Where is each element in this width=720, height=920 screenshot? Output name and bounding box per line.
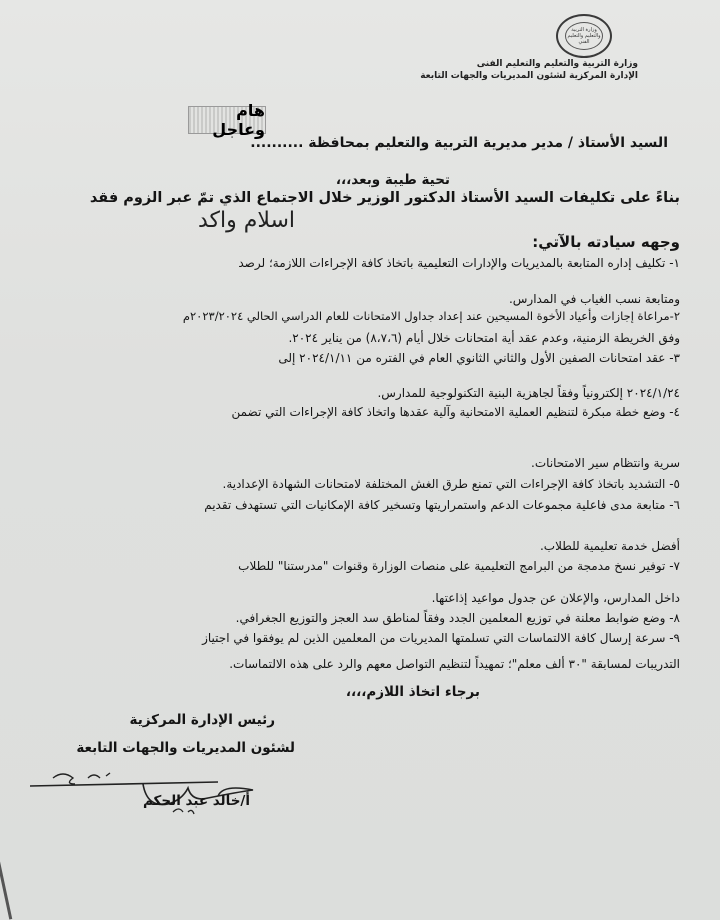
- body-line: التدريبات لمسابقة "٣٠ ألف معلم"؛ تمهيداً لتنظيم التواصل معهم والرد على هذه الالتماسات.: [229, 657, 680, 671]
- intro-line: بناءً على تكليفات السيد الأستاذ الدكتور الوزير خلال الاجتماع الذي تمّ عبر الزوم فقد: [89, 190, 680, 206]
- ministry-seal-logo: [556, 14, 612, 58]
- seal-text: وزارة التربية والتعليم والتعليم الفني: [565, 22, 603, 50]
- signatory-name: أ/خالد عبد الحكم: [142, 793, 250, 809]
- body-line: ٥- التشديد باتخاذ كافة الإجراءات التي تمنع طرق الغش المختلفة لامتحانات الشهادة الإعدادية.: [222, 477, 680, 491]
- signature-stroke: [173, 809, 194, 814]
- department-name: الإدارة المركزية لشئون المديريات والجهات التابعة: [420, 71, 638, 81]
- signature-stroke: [30, 782, 218, 786]
- body-line: ٨- وضع ضوابط معلنة في توزيع المعلمين الجدد وفقاً لمناطق سد العجز والتوزيع الجغرافي.: [235, 611, 680, 625]
- body-line: ٢٠٢٤/١/٢٤ إلكترونياً وفقاً لجاهزية البنية التكنولوجية للمدارس.: [377, 386, 680, 400]
- body-line: سرية وانتظام سير الامتحانات.: [531, 456, 680, 470]
- signature-stroke: [53, 773, 110, 784]
- body-line: ١- تكليف إداره المتابعة بالمديريات والإدارات التعليمية باتخاذ كافة الإجراءات اللازمة؛ لرصد: [238, 256, 680, 270]
- intro-directive: وجهه سيادته بالآتي:: [532, 233, 680, 251]
- body-line: ٤- وضع خطة مبكرة لتنظيم العملية الامتحانية وآلية عقدها واتخاذ كافة الإجراءات التي تضمن: [231, 405, 680, 419]
- body-line: ٦- متابعة مدى فاعلية مجموعات الدعم واستمراريتها وتسخير كافة الإمكانيات التي تستهدف تقديم: [204, 498, 680, 512]
- body-line: ٢-مراعاة إجازات وأعياد الأخوة المسيحين عند إعداد جداول الامتحانات للعام الدراسي الحالي ٢٠٢٣/٢٠٢٤م: [182, 309, 680, 323]
- body-line: داخل المدارس، والإعلان عن جدول مواعيد إذاعتها.: [431, 591, 680, 605]
- signatory-department: لشئون المديريات والجهات التابعة: [76, 740, 295, 756]
- closing-line: برجاء اتخاذ اللازم،،،،: [345, 684, 480, 700]
- paper-edge-shadow: [0, 850, 12, 919]
- body-line: ومتابعة نسب الغياب في المدارس.: [508, 292, 680, 306]
- body-line: ٣- عقد امتحانات الصفين الأول والثاني الثانوي العام في الفتره من ٢٠٢٤/١/١١ إلى: [278, 351, 680, 365]
- greeting: تحية طيبة وبعد،،،: [335, 172, 450, 188]
- body-line: أفضل خدمة تعليمية للطلاب.: [539, 539, 680, 553]
- ministry-name: وزارة التربية والتعليم والتعليم الفنى: [476, 59, 638, 69]
- handwritten-note: اسلام واكد: [197, 208, 295, 233]
- body-line: وفق الخريطة الزمنية، وعدم عقد أية امتحانات خلال أيام (٨،٧،٦) من يناير ٢٠٢٤.: [288, 331, 680, 345]
- urgent-stamp: هام وعاجل: [188, 106, 266, 134]
- signatory-title: رئيس الإدارة المركزية: [129, 712, 275, 728]
- addressee: السيد الأستاذ / مدير مديرية التربية والتعليم بمحافظة ..........: [250, 135, 668, 151]
- body-line: ٧- توفير نسخ مدمجة من البرامج التعليمية على منصات الوزارة وقنوات "مدرستنا" للطلاب: [238, 559, 680, 573]
- body-line: ٩- سرعة إرسال كافة الالتماسات التي تسلمتها المديريات من المعلمين الذين لم يوفقوا في اجتياز: [202, 631, 680, 645]
